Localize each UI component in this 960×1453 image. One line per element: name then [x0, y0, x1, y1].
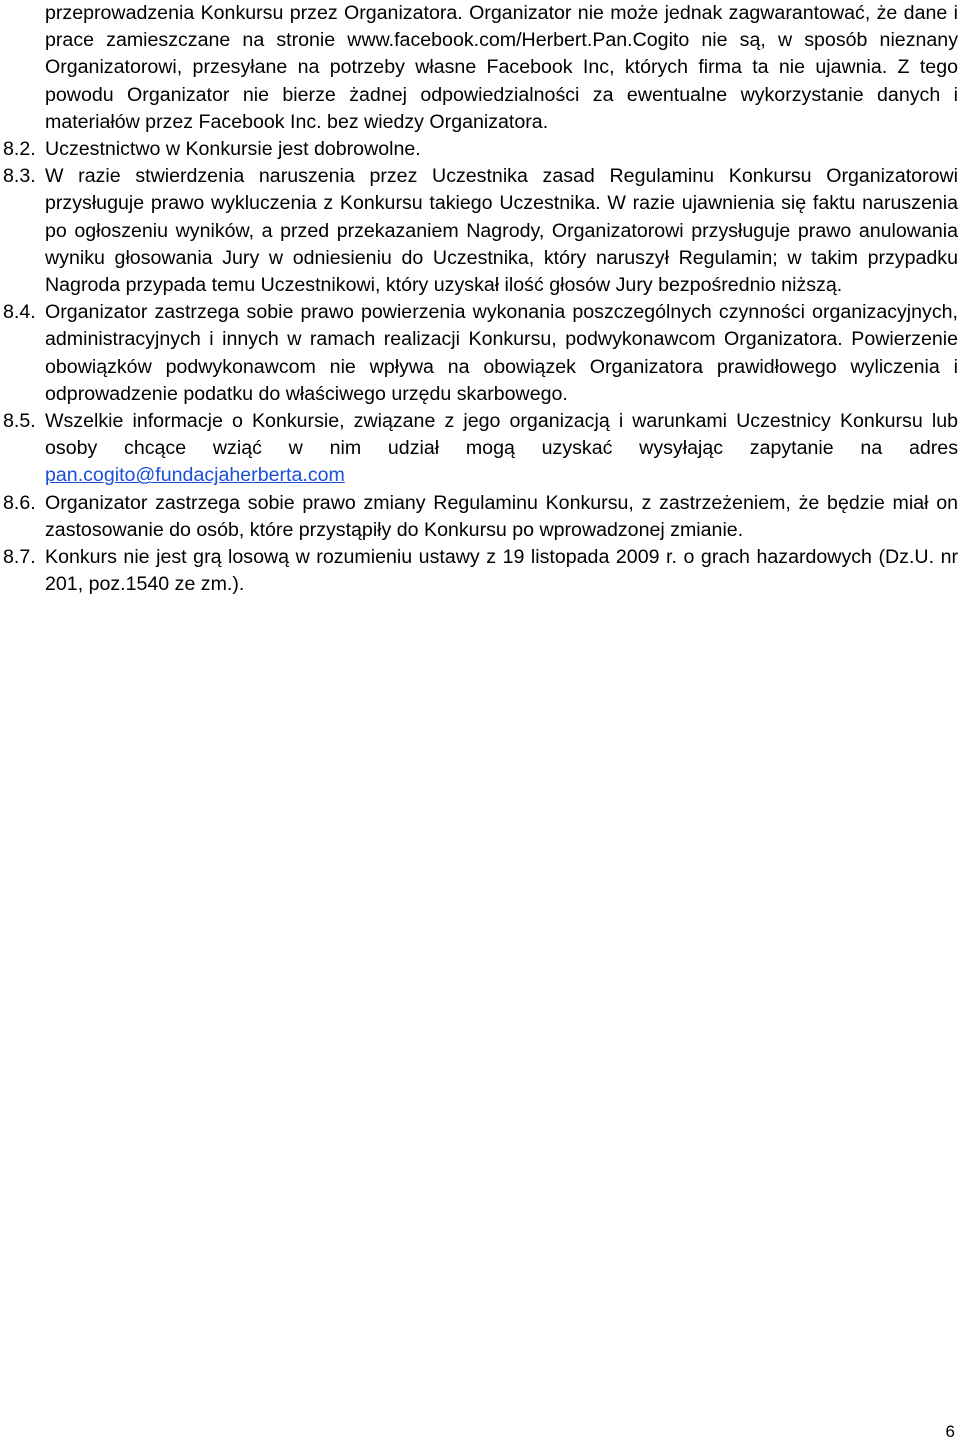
clause-text: Konkurs nie jest grą losową w rozumieniu ustawy z 19 listopada 2009 r. o grach hazardowych (Dz.U. nr 201, poz.1540 ze zm.).	[45, 546, 958, 596]
clause-8-2	[3, 136, 958, 163]
clause-8-7	[3, 544, 958, 598]
clause-body	[45, 408, 958, 490]
clause-text: Uczestnictwo w Konkursie jest dobrowolne.	[45, 138, 421, 161]
document-body	[3, 0, 958, 598]
clause-8-4	[3, 299, 958, 408]
clause-number: 8.7.	[3, 546, 36, 569]
email-link[interactable]: pan.cogito@fundacjaherberta.com	[45, 464, 345, 487]
clause-number: 8.2.	[3, 138, 36, 161]
clause-number: 8.4.	[3, 301, 36, 324]
clause-text: Wszelkie informacje o Konkursie, związane z jego organizacją i warunkami Uczestnicy Konkursu lub osoby chcące wziąć w nim udział mogą uzyskać wysyłając zapytanie na adres	[45, 410, 958, 460]
clause-text: Organizator zastrzega sobie prawo powierzenia wykonania poszczególnych czynności organizacyjnych, administracyjnych i innych w ramach realizacji Konkursu, podwykonawcom Organizatora. Powierzenie obowiązków podwykonawcom nie wpływa na obowiązek Organizatora prawidłowego wyliczenia i odprowadzenie podatku do właściwego urzędu skarbowego.	[45, 301, 958, 405]
clause-8-6	[3, 490, 958, 544]
clause-8-3	[3, 163, 958, 299]
clause-8-5	[3, 408, 958, 490]
clause-text: W razie stwierdzenia naruszenia przez Uczestnika zasad Regulaminu Konkursu Organizatorowi przysługuje prawo wykluczenia z Konkursu takiego Uczestnika. W razie ujawnienia się faktu naruszenia po ogłoszeniu wyników, a przed przekazaniem Nagrody, Organizatorowi przysługuje prawo anulowania wyniku głosowania Jury w odniesieniu do Uczestnika, który naruszył Regulamin; w takim przypadku Nagroda przypada temu Uczestnikowi, który uzyskał ilość głosów Jury bezpośrednio niższą.	[45, 165, 958, 297]
clause-text: Organizator zastrzega sobie prawo zmiany Regulaminu Konkursu, z zastrzeżeniem, że będzie miał on zastosowanie do osób, które przystąpiły do Konkursu po wprowadzonej zmianie.	[45, 491, 958, 541]
intro-paragraph: przeprowadzenia Konkursu przez Organizatora. Organizator nie może jednak zagwarantować, że dane i prace zamieszczane na stronie www.facebook.com/Herbert.Pan.Cogito nie są, w sposób nieznany Organizatorowi, przesyłane na potrzeby własne Facebook Inc, których firma ta nie ujawnia. Z tego powodu Organizator nie bierze żadnej odpowiedzialności za ewentualne wykorzystanie danych i materiałów przez Facebook Inc. bez wiedzy Organizatora.	[45, 2, 958, 133]
clause-number: 8.6.	[3, 491, 36, 514]
clause-number: 8.3.	[3, 165, 36, 188]
page-number: 6	[945, 1422, 955, 1441]
clause-number: 8.5.	[3, 410, 36, 433]
